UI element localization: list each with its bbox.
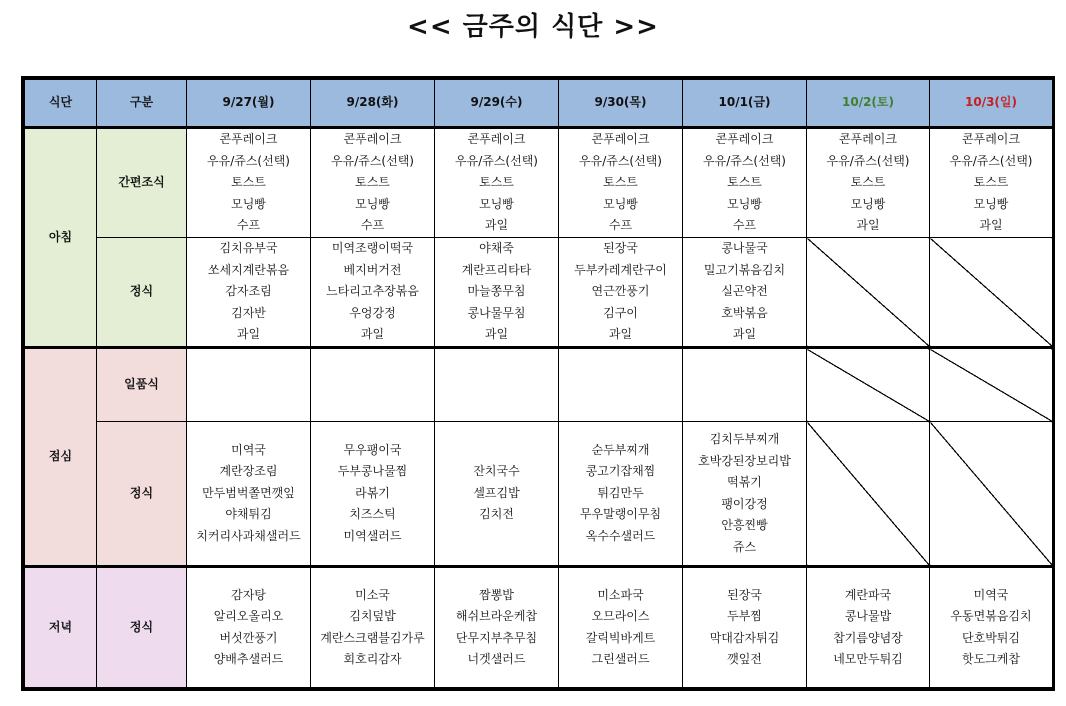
header-row [25,80,1053,128]
menu-item: 너겟샐러드 [467,652,526,666]
menu-item: 김치전 [479,507,514,522]
menu-item: 콩나물밥 [844,609,892,623]
menu-item: 토스트 [479,175,514,190]
menu-item: 치커리사과채샐러드 [196,528,301,543]
menu-item: 쏘세지계란볶음 [207,262,290,277]
empty-cell [807,422,930,567]
menu-item: 우유/쥬스(선택) [579,153,662,168]
empty-cell [930,348,1053,422]
menu-item: 토스트 [231,175,266,190]
menu-cell [435,128,559,238]
row-lunch-regular [25,422,1053,567]
menu-item: 오므라이스 [591,609,650,623]
menu-item: 모닝빵 [727,196,762,211]
menu-item: 야채튀김 [225,507,272,522]
menu-item: 콘푸레이크 [839,132,897,147]
header-day: 9/27(월) [187,80,311,128]
menu-item: 과일 [360,327,385,342]
menu-item: 회호리감자 [343,652,402,666]
header-meal: 식단 [25,80,97,128]
header-day: 9/29(수) [435,80,559,128]
menu-item: 감자탕 [231,587,266,602]
menu-item: 과일 [484,327,509,342]
menu-cell [559,422,683,567]
menu-item: 우유/쥬스(선택) [331,153,414,168]
menu-item: 막대감자튀김 [709,630,780,645]
menu-cell [930,128,1053,238]
kind-label-regular: 정식 [97,567,187,688]
menu-item: 수프 [360,218,385,233]
menu-item: 단호박튀김 [962,630,1020,645]
menu-cell [683,422,807,567]
menu-item: 우유/쥬스(선택) [826,153,910,168]
menu-item: 김치유부국 [219,241,278,256]
menu-item: 수프 [608,218,633,233]
menu-item: 미역국 [973,587,1009,602]
row-lunch-single [25,348,1053,422]
menu-item: 콘푸레이크 [591,132,650,147]
header-kind: 구분 [97,80,187,128]
menu-item: 안흥찐빵 [721,518,768,532]
blank-cell [683,348,807,422]
menu-item: 야채죽 [479,241,514,256]
menu-item: 콘푸레이크 [715,132,774,147]
menu-cell [311,128,435,238]
menu-item: 미역샐러드 [343,528,402,543]
menu-cell [559,567,683,688]
menu-item: 호박강된장보리밥 [698,453,791,468]
page-title: << 금주의 식단 >> [407,12,659,42]
meal-label-lunch: 점심 [25,348,97,567]
menu-item: 과일 [856,218,880,233]
menu-item: 우유/쥬스(선택) [207,153,290,168]
menu-item: 모닝빵 [603,196,638,211]
menu-cell [930,567,1053,688]
menu-cell [435,567,559,688]
menu-item: 김치덮밥 [349,609,396,623]
menu-item: 토스트 [727,175,762,190]
menu-item: 무우말랭이무침 [579,507,662,522]
empty-cell [930,422,1053,567]
menu-item: 된장국 [727,587,762,602]
menu-item: 그린샐러드 [591,652,650,666]
menu-cell [187,422,311,567]
menu-item: 계란스크램블김가루 [320,630,425,645]
menu-item: 쥬스 [732,539,757,554]
menu-cell [683,567,807,688]
kind-label-regular: 정식 [97,238,187,348]
menu-item: 우엉강정 [349,305,396,320]
menu-item: 잔치국수 [473,464,520,479]
menu-item: 미소파국 [597,587,644,602]
header-day-sunday: 10/3(일) [930,80,1053,128]
menu-item: 콘푸레이크 [343,132,402,147]
menu-item: 튀김만두 [597,485,644,500]
menu-item: 짬뽕밥 [479,587,514,602]
menu-cell [435,422,559,567]
menu-item: 연근깐풍기 [591,284,650,299]
menu-item: 우유/쥬스(선택) [949,153,1033,168]
menu-item: 된장국 [603,241,638,256]
menu-item: 치즈스틱 [349,507,396,522]
menu-item: 우유/쥬스(선택) [455,153,538,168]
menu-cell [311,567,435,688]
menu-item: 콩나물국 [721,241,768,256]
menu-item: 셀프김밥 [473,485,520,500]
menu-item: 찹기름양념장 [833,630,903,645]
kind-label-simple: 간편조식 [97,128,187,238]
menu-item: 토스트 [355,175,390,190]
menu-item: 버섯깐풍기 [219,630,278,645]
menu-item: 마늘쫑무침 [467,284,526,299]
menu-item: 과일 [484,218,509,233]
menu-cell [311,422,435,567]
row-morning-regular [25,238,1053,348]
menu-item: 베지버거전 [343,262,402,277]
menu-item: 토스트 [850,175,886,190]
menu-item: 모닝빵 [850,196,886,211]
menu-item: 팽이강정 [721,496,768,511]
menu-item: 수프 [236,218,261,233]
menu-item: 미역국 [231,442,266,457]
row-morning-simple [25,128,1053,238]
menu-item: 과일 [236,327,261,342]
menu-cell [807,567,930,688]
menu-item: 모닝빵 [231,196,266,211]
menu-item: 핫도그케찹 [962,652,1020,666]
menu-item: 무우팽이국 [343,442,402,457]
menu-cell [435,238,559,348]
menu-item: 양배추샐러드 [213,652,284,666]
menu-item: 모닝빵 [479,196,514,211]
menu-cell [187,238,311,348]
blank-cell [311,348,435,422]
menu-cell [559,238,683,348]
menu-item: 계란프리타타 [461,262,532,277]
menu-item: 토스트 [603,175,638,190]
menu-item: 밀고기볶음김치 [703,262,786,277]
menu-item: 모닝빵 [973,196,1009,211]
menu-item: 라볶기 [355,485,390,500]
menu-item: 우동면볶음김치 [950,609,1032,623]
menu-item: 토스트 [973,175,1009,190]
menu-item: 두부찜 [727,609,762,623]
header-day: 9/30(목) [559,80,683,128]
empty-cell [807,238,930,348]
kind-label-regular: 정식 [97,422,187,567]
menu-item: 호박볶음 [721,305,768,320]
menu-item: 계란장조림 [219,464,278,479]
row-dinner-regular [25,567,1053,688]
menu-item: 떡볶기 [727,475,762,489]
menu-cell [187,567,311,688]
menu-item: 두부콩나물찜 [337,464,408,479]
header-day-saturday: 10/2(토) [807,80,930,128]
header-day: 10/1(금) [683,80,807,128]
blank-cell [187,348,311,422]
menu-item: 콘푸레이크 [962,132,1020,147]
menu-item: 모닝빵 [355,196,390,211]
menu-item: 깻잎전 [727,652,762,666]
menu-item: 두부카레계란구이 [574,262,667,277]
meal-label-morning: 아침 [25,128,97,348]
menu-item: 단무지부추무침 [455,630,538,645]
menu-item: 해쉬브라운케찹 [455,609,538,623]
menu-cell [807,128,930,238]
menu-item: 콩고기잡채찜 [585,464,656,479]
menu-item: 우유/쥬스(선택) [703,153,786,168]
empty-cell [930,238,1053,348]
menu-item: 김구이 [603,305,638,320]
menu-item: 과일 [979,218,1003,233]
menu-item: 실곤약전 [721,284,768,299]
meal-label-dinner: 저녁 [25,567,97,688]
empty-cell [807,348,930,422]
menu-item: 콘푸레이크 [467,132,526,147]
menu-item: 만두범벅쫄면깻잎 [202,485,295,500]
menu-item: 네모만두튀김 [833,652,903,666]
menu-cell [559,128,683,238]
menu-item: 미소국 [355,587,390,602]
blank-cell [435,348,559,422]
menu-item: 콩나물무침 [467,305,526,320]
menu-cell [683,128,807,238]
menu-item: 감자조림 [225,284,272,299]
menu-item: 옥수수샐러드 [585,528,656,543]
weekly-menu-table [24,79,1053,688]
menu-item: 순두부찌개 [591,442,650,457]
header-day: 9/28(화) [311,80,435,128]
blank-cell [559,348,683,422]
menu-item: 과일 [608,327,633,342]
menu-cell [187,128,311,238]
menu-item: 느타리고추장볶음 [326,284,419,299]
menu-item: 계란파국 [844,587,892,602]
menu-cell [683,238,807,348]
menu-item: 갈릭빅바게트 [585,630,656,645]
menu-item: 김자반 [231,305,266,320]
menu-item: 과일 [732,327,757,342]
menu-item: 김치두부찌개 [709,432,780,446]
menu-item: 수프 [732,218,757,233]
menu-item: 미역조랭이떡국 [331,241,414,256]
menu-item: 콘푸레이크 [219,132,278,147]
menu-cell [311,238,435,348]
menu-item: 알리오올리오 [213,609,284,623]
kind-label-single: 일품식 [97,348,187,422]
